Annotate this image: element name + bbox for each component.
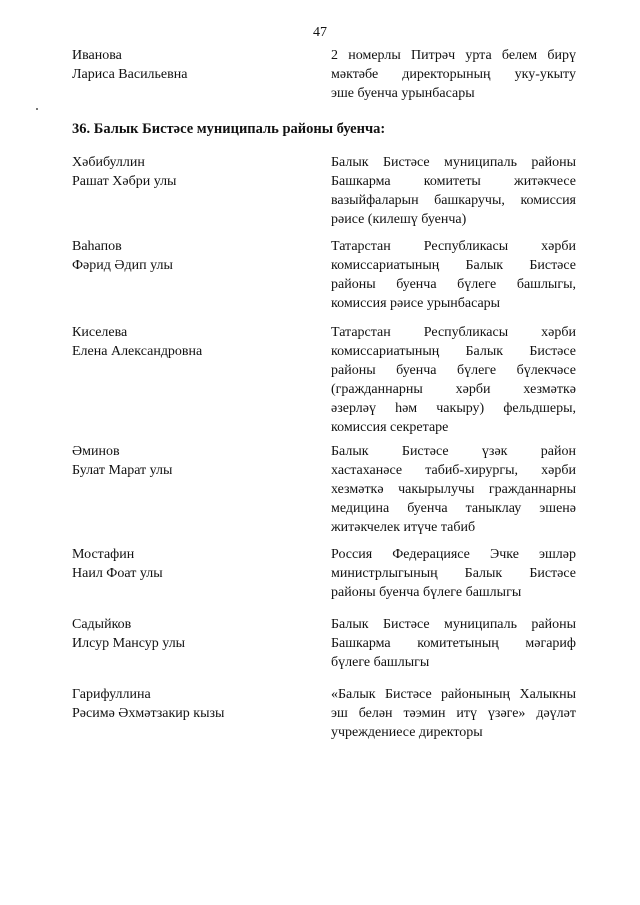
person-role	[331, 237, 576, 313]
person-given-name: Лариса Васильевна	[72, 67, 188, 82]
person-given-name: Булат Марат улы	[72, 463, 173, 478]
role-line: медицина буенча таныклау эшенә	[331, 501, 576, 516]
person-surname: Садыйков	[72, 617, 132, 632]
role-line: комиссия секретаре	[331, 420, 449, 435]
person-role	[331, 545, 576, 602]
role-line: эш белән тәэмин итү үзәге» дәүләт	[331, 706, 576, 721]
role-line: бүлеге башлыгы	[331, 655, 430, 670]
person-surname: Гарифуллина	[72, 687, 151, 702]
role-line: вазыйфаларын башкаручы, комиссия	[331, 193, 576, 208]
person-name	[72, 545, 312, 583]
person-surname: Мостафин	[72, 547, 135, 562]
person-role	[331, 685, 576, 742]
person-given-name: Рәсимә Әхмәтзакир кызы	[72, 706, 225, 721]
person-given-name: Рашат Хәбри улы	[72, 174, 177, 189]
role-line: Балык Бистәсе үзәк район	[331, 444, 576, 459]
person-surname: Иванова	[72, 48, 122, 63]
person-given-name: Наил Фоат улы	[72, 566, 163, 581]
role-line: Балык Бистәсе муниципаль районы	[331, 617, 576, 632]
role-line: хезмәткә чакырылучы гражданнарны	[331, 482, 576, 497]
person-role	[331, 442, 576, 537]
person-given-name: Фәрид Әдип улы	[72, 258, 173, 273]
role-line: Россия Федерациясе Эчке эшләр	[331, 547, 576, 562]
person-surname: Киселева	[72, 325, 128, 340]
role-line: учреждениесе директоры	[331, 725, 483, 740]
role-line: (гражданнарны хәрби хезмәткә	[331, 382, 576, 397]
person-given-name: Елена Александровна	[72, 344, 203, 359]
role-line: комиссия рәисе урынбасары	[331, 296, 501, 311]
role-line: районы буенча бүлеге башлыгы	[331, 585, 522, 600]
role-line: Татарстан Республикасы хәрби	[331, 239, 576, 254]
role-line: Башкарма комитеты житәкчесе	[331, 174, 576, 189]
section-heading: 36. Балык Бистәсе муниципаль районы буенча:	[72, 121, 386, 137]
person-surname: Әминов	[72, 444, 120, 459]
role-line: «Балык Бистәсе районының Халыкны	[331, 687, 576, 702]
person-name	[72, 685, 312, 723]
role-line: комиссариатының Балык Бистәсе	[331, 258, 576, 273]
role-line: рәисе (килешү буенча)	[331, 212, 467, 227]
person-name	[72, 237, 312, 275]
role-line: 2 номерлы Питрәч урта белем бирү	[331, 48, 576, 63]
person-role	[331, 153, 576, 229]
person-name	[72, 46, 312, 84]
role-line: Татарстан Республикасы хәрби	[331, 325, 576, 340]
role-line: Балык Бистәсе муниципаль районы	[331, 155, 576, 170]
person-surname: Ваһапов	[72, 239, 122, 254]
person-role	[331, 46, 576, 103]
role-line: мәктәбе директорының уку-укыту	[331, 67, 576, 82]
person-name	[72, 323, 312, 361]
person-surname: Хәбибуллин	[72, 155, 145, 170]
person-role	[331, 323, 576, 437]
person-name	[72, 153, 312, 191]
role-line: районы буенча бүлеге башлыгы,	[331, 277, 576, 292]
page-number: 47	[313, 25, 327, 40]
role-line: әзерләү һәм чакыру) фельдшеры,	[331, 401, 576, 416]
margin-mark	[36, 108, 38, 110]
person-name	[72, 615, 312, 653]
role-line: министрлыгының Балык Бистәсе	[331, 566, 576, 581]
person-role	[331, 615, 576, 672]
role-line: Башкарма комитетының мәгариф	[331, 636, 576, 651]
person-given-name: Илсур Мансур улы	[72, 636, 186, 651]
role-line: районы буенча бүлеге бүлекчәсе	[331, 363, 576, 378]
person-name	[72, 442, 312, 480]
role-line: комиссариатының Балык Бистәсе	[331, 344, 576, 359]
role-line: хастаханәсе табиб-хирургы, хәрби	[331, 463, 576, 478]
role-line: житәкчелек итүче табиб	[331, 520, 476, 535]
role-line: эше буенча урынбасары	[331, 86, 475, 101]
